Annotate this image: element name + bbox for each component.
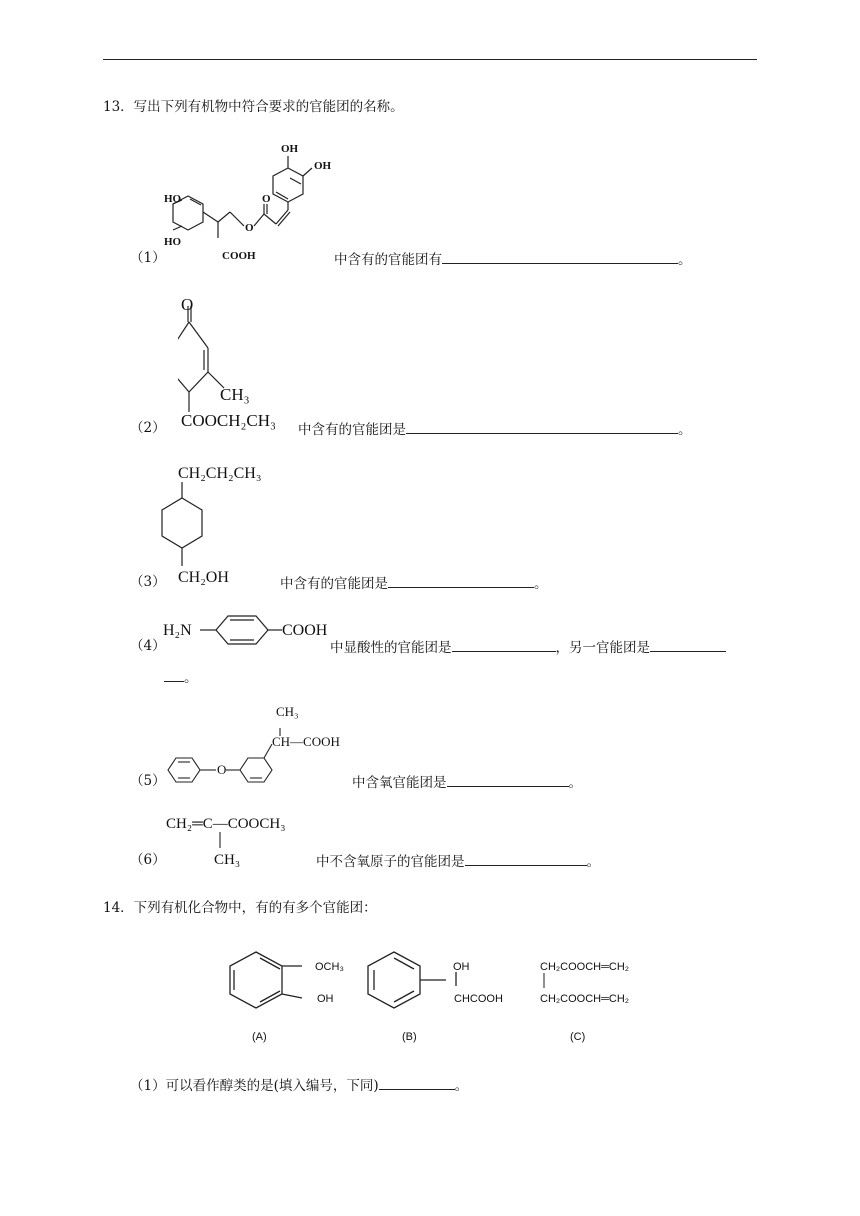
q13-item-1-text: 中含有的官能团有 。	[334, 249, 692, 269]
answer-blank-2[interactable]	[406, 419, 678, 434]
header-rule	[103, 59, 757, 60]
m5-ch-cooh: CH—COOH	[272, 734, 340, 749]
molecule-c-structure	[538, 946, 658, 1046]
m2-ester: COOCH₂CH₃	[181, 411, 276, 430]
q13-item-6: （6）	[130, 852, 166, 868]
m5-o: O	[217, 762, 227, 777]
a-och3: OCH₃	[315, 961, 344, 973]
molecule-b-structure	[360, 946, 520, 1046]
c-line-2: CH₂COOCH═CH₂	[540, 993, 630, 1005]
q13-item-4: （4）	[130, 638, 166, 654]
c-line-1: CH₂COOCH═CH₂	[540, 961, 630, 973]
molecule-3-structure	[160, 460, 300, 590]
m6-ch3: CH₃	[214, 852, 241, 868]
b-oh: OH	[453, 961, 470, 973]
q13-item-3: （3）	[130, 574, 166, 590]
answer-blank-4b[interactable]	[650, 637, 726, 652]
m3-ch2oh: CH₂OH	[178, 569, 229, 586]
q13-item-4-text: 中显酸性的官能团是 ，另一官能团是	[330, 637, 726, 657]
q14-sub-1: （1）可以看作醇类的是(填入编号，下同) 。	[130, 1075, 468, 1095]
a-oh: OH	[317, 993, 334, 1005]
answer-blank-5[interactable]	[447, 772, 569, 787]
label-b: (B)	[402, 1031, 417, 1043]
answer-blank-q14-1[interactable]	[379, 1075, 455, 1090]
m1-cooh: COOH	[222, 250, 256, 262]
molecule-5-structure	[160, 700, 360, 796]
q13-item-5-text: 中含氧官能团是 。	[352, 772, 582, 792]
molecule-6-structure	[164, 808, 324, 870]
m4-h2n: H₂N	[163, 622, 192, 639]
molecule-2-structure	[178, 292, 308, 432]
molecule-1-structure	[160, 138, 340, 266]
m1-oh-1: OH	[281, 143, 299, 155]
q14-stem: 14．下列有机化合物中，有的有多个官能团：	[103, 900, 377, 916]
m4-cooh: COOH	[282, 622, 328, 639]
molecule-a-structure	[222, 946, 362, 1046]
q13-item-5: （5）	[130, 773, 166, 789]
q13-item-2: （2）	[130, 420, 166, 436]
m2-ch3: CH₃	[220, 385, 250, 404]
answer-blank-4a[interactable]	[452, 637, 556, 652]
molecule-4-structure	[160, 608, 340, 652]
q13-item-6-text: 中不含氧原子的官能团是 。	[316, 851, 600, 871]
m6-main: CH₂═C—COOCH₃	[166, 816, 286, 832]
m1-o-carbonyl: O	[262, 193, 271, 205]
q13-item-4-cont: 。	[164, 667, 198, 687]
answer-blank-3[interactable]	[388, 573, 534, 588]
m1-oh-2: OH	[314, 160, 332, 172]
b-chcooh: CHCOOH	[454, 993, 503, 1005]
answer-blank-1[interactable]	[442, 249, 678, 264]
q13-item-2-text: 中含有的官能团是 。	[298, 419, 692, 439]
m5-ch3: CH₃	[276, 704, 299, 719]
m1-ho-1: HO	[164, 193, 182, 205]
label-a: (A)	[252, 1031, 267, 1043]
q13-item-1: （1）	[130, 250, 166, 266]
label-c: (C)	[570, 1031, 586, 1043]
m3-propyl: CH₂CH₂CH₃	[178, 465, 262, 482]
q13-stem: 13．写出下列有机物中符合要求的官能团的名称。	[103, 99, 404, 115]
q13-item-3-text: 中含有的官能团是 。	[280, 573, 548, 593]
m2-o: O	[181, 295, 194, 314]
m1-ho-2: HO	[164, 236, 182, 248]
answer-blank-4b-cont[interactable]	[164, 667, 184, 682]
answer-blank-6[interactable]	[465, 851, 587, 866]
m1-o-ester: O	[245, 222, 254, 234]
